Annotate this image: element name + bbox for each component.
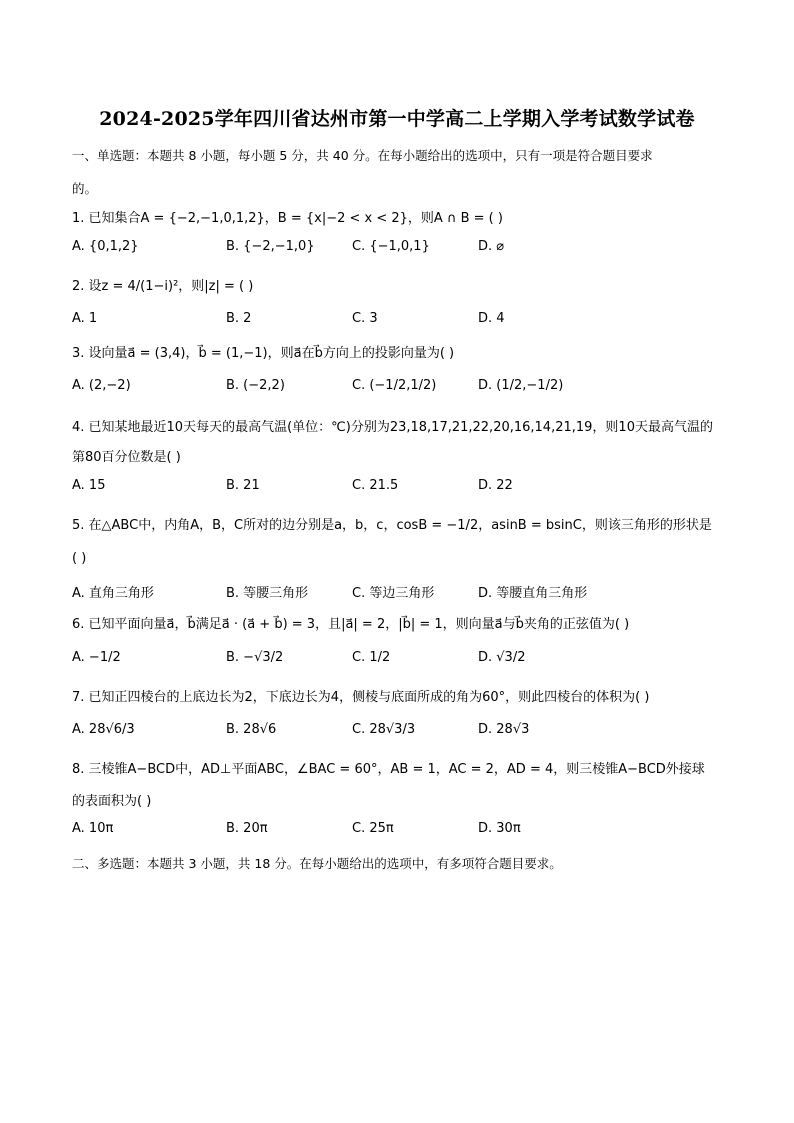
- question-7: 7. 已知正四棱台的上底边长为2，下底边长为4，侧棱与底面所成的角为60°，则此四棱台的体积为( ): [72, 690, 650, 705]
- q5-option-c: C. 等边三角形: [352, 586, 435, 601]
- q2-option-a: A. 1: [72, 311, 98, 326]
- q2-option-c: C. 3: [352, 311, 378, 326]
- q5-option-b: B. 等腰三角形: [226, 586, 309, 601]
- q1-option-a: A. {0,1,2}: [72, 239, 139, 254]
- q4-option-a: A. 15: [72, 478, 106, 493]
- q4-option-c: C. 21.5: [352, 478, 399, 493]
- q8-option-d: D. 30π: [478, 821, 521, 836]
- section-2-heading: 二、多选题：本题共 3 小题，共 18 分。在每小题给出的选项中，有多项符合题目要求。: [72, 856, 562, 871]
- q7-option-c: C. 28√3/3: [352, 722, 416, 737]
- q3-option-a: A. (2,−2): [72, 378, 131, 393]
- question-2: 2. 设z = 4/(1−i)²，则|z| = ( ): [72, 279, 254, 294]
- page-title: 2024-2025学年四川省达州市第一中学高二上学期入学考试数学试卷: [99, 108, 695, 130]
- q6-option-a: A. −1/2: [72, 650, 121, 665]
- question-6: 6. 已知平面向量a⃗，b⃗满足a⃗ · (a⃗ + b⃗) = 3，且|a⃗| = 2，|b⃗| = 1，则向量a⃗与b⃗夹角的正弦值为( ): [72, 617, 630, 632]
- q6-option-c: C. 1/2: [352, 650, 391, 665]
- q8-option-c: C. 25π: [352, 821, 394, 836]
- q7-option-b: B. 28√6: [226, 722, 277, 737]
- q3-option-d: D. (1/2,−1/2): [478, 378, 564, 393]
- question-5: 5. 在△ABC中，内角A，B，C所对的边分别是a，b，c，cosB = −1/2，asinB = bsinC，则该三角形的形状是: [72, 518, 712, 533]
- q6-option-d: D. √3/2: [478, 650, 526, 665]
- q5-option-d: D. 等腰直角三角形: [478, 586, 588, 601]
- section-1-heading: 一、单选题：本题共 8 小题，每小题 5 分，共 40 分。在每小题给出的选项中，只有一项是符合题目要求: [72, 148, 653, 163]
- question-3: 3. 设向量a⃗ = (3,4)，b⃗ = (1,−1)，则a⃗在b⃗方向上的投影向量为( ): [72, 346, 455, 361]
- q1-option-d: D. ⌀: [478, 239, 505, 254]
- q7-option-d: D. 28√3: [478, 722, 530, 737]
- q6-option-b: B. −√3/2: [226, 650, 284, 665]
- question-8: 8. 三棱锥A−BCD中，AD⊥平面ABC，∠BAC = 60°，AB = 1，AC = 2，AD = 4，则三棱锥A−BCD外接球: [72, 762, 705, 777]
- q1-option-b: B. {−2,−1,0}: [226, 239, 315, 254]
- q2-option-b: B. 2: [226, 311, 252, 326]
- question-8-cont: 的表面积为( ): [72, 794, 152, 809]
- q1-option-c: C. {−1,0,1}: [352, 239, 430, 254]
- section-1-heading-cont: 的。: [72, 181, 98, 196]
- question-5-cont: ( ): [72, 551, 87, 566]
- q3-option-c: C. (−1/2,1/2): [352, 378, 437, 393]
- question-1: 1. 已知集合A = {−2,−1,0,1,2}，B = {x|−2 < x < 2}，则A ∩ B = ( ): [72, 211, 503, 226]
- q5-option-a: A. 直角三角形: [72, 586, 154, 601]
- question-4-cont: 第80百分位数是( ): [72, 450, 181, 465]
- q2-option-d: D. 4: [478, 311, 505, 326]
- q4-option-b: B. 21: [226, 478, 260, 493]
- q4-option-d: D. 22: [478, 478, 513, 493]
- question-4: 4. 已知某地最近10天每天的最高气温(单位：℃)分别为23,18,17,21,22,20,16,14,21,19，则10天最高气温的: [72, 420, 713, 435]
- q8-option-b: B. 20π: [226, 821, 268, 836]
- q3-option-b: B. (−2,2): [226, 378, 285, 393]
- q7-option-a: A. 28√6/3: [72, 722, 135, 737]
- q8-option-a: A. 10π: [72, 821, 114, 836]
